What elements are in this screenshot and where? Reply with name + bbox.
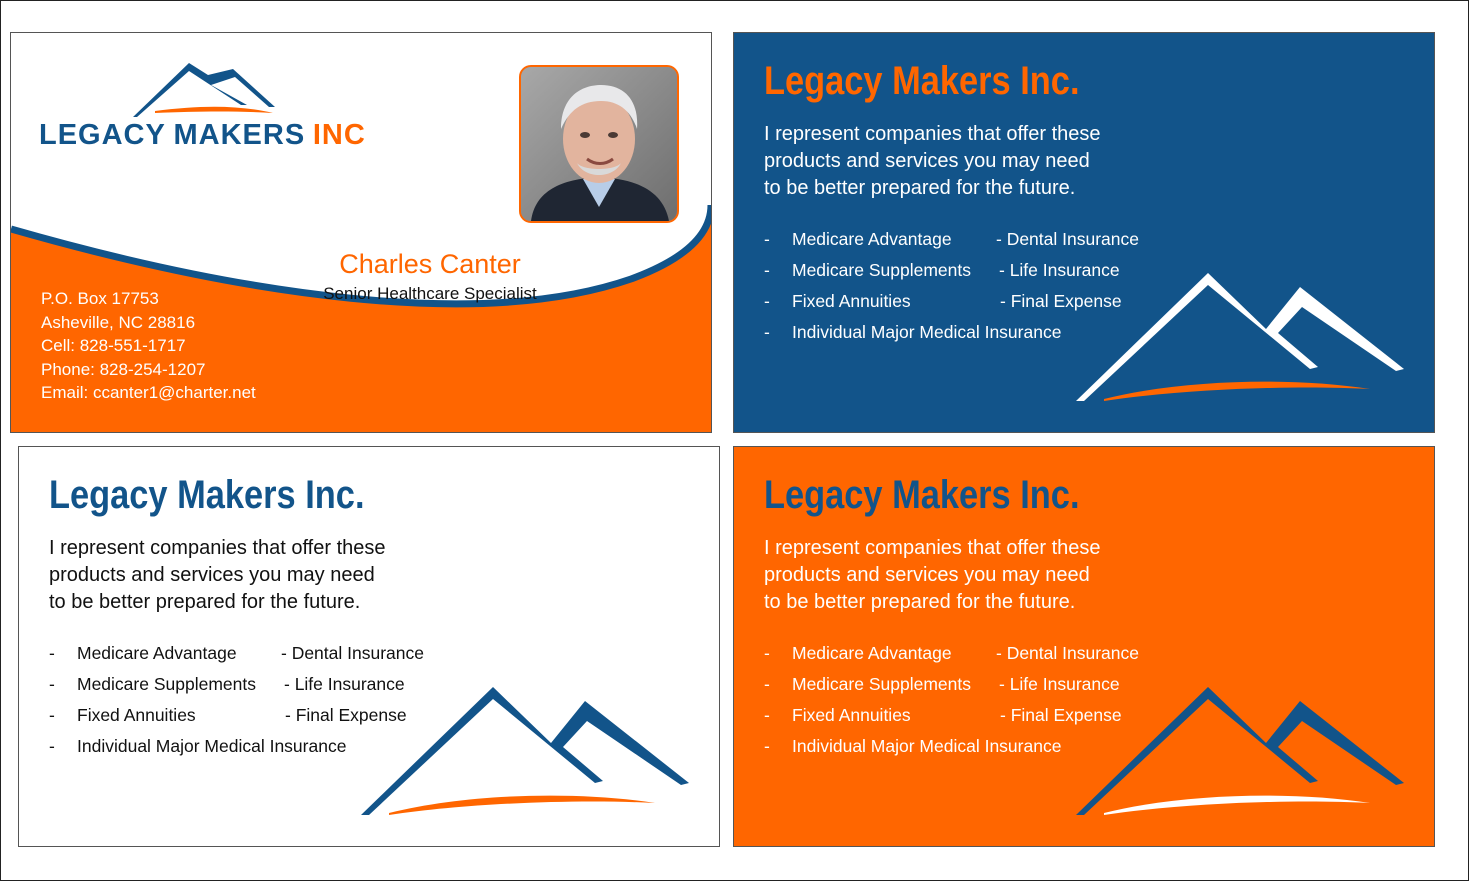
- person-name: Charles Canter: [339, 249, 521, 279]
- service-right: - Dental Insurance: [996, 643, 1139, 663]
- dash: -: [764, 674, 770, 694]
- service-left: Individual Major Medical Insurance: [77, 736, 347, 756]
- contact-phone: Phone: 828-254-1207: [41, 359, 206, 379]
- service-right: - Final Expense: [285, 705, 407, 725]
- service-left: Fixed Annuities: [792, 705, 911, 725]
- person-role: Senior Healthcare Specialist: [323, 284, 537, 303]
- service-right: - Life Insurance: [999, 260, 1120, 280]
- service-left: Medicare Supplements: [792, 260, 971, 280]
- service-left: Medicare Supplements: [77, 674, 256, 694]
- mountain-icon: [734, 447, 1434, 846]
- back-card-orange: [733, 446, 1435, 847]
- dash: -: [764, 643, 770, 663]
- contact-po-box: P.O. Box 17753: [41, 289, 159, 308]
- contact-block: [41, 287, 256, 405]
- back-card-blue: [733, 32, 1435, 433]
- contact-email: Email: ccanter1@charter.net: [41, 383, 256, 402]
- dash: -: [764, 322, 770, 342]
- card-title: Legacy Makers Inc.: [49, 473, 365, 517]
- service-left: Medicare Advantage: [792, 643, 952, 663]
- dash: -: [764, 291, 770, 311]
- service-left: Medicare Advantage: [77, 643, 237, 663]
- logo-wordmark: [39, 119, 366, 152]
- service-right: - Dental Insurance: [996, 229, 1139, 249]
- dash: -: [764, 705, 770, 725]
- service-right: - Dental Insurance: [281, 643, 424, 663]
- service-left: Fixed Annuities: [77, 705, 196, 725]
- dash: -: [764, 229, 770, 249]
- dash: -: [49, 643, 55, 663]
- dash: -: [49, 705, 55, 725]
- mountain-icon: [734, 33, 1434, 432]
- service-right: - Final Expense: [1000, 705, 1122, 725]
- mountain-icon: [19, 447, 719, 846]
- logo-word-inc: INC: [312, 119, 366, 151]
- dash: -: [49, 736, 55, 756]
- dash: -: [49, 674, 55, 694]
- front-card: [10, 32, 712, 433]
- portrait-image: [521, 67, 677, 221]
- dash: -: [764, 260, 770, 280]
- service-right: - Life Insurance: [999, 674, 1120, 694]
- service-left: Individual Major Medical Insurance: [792, 322, 1062, 342]
- dash: -: [764, 736, 770, 756]
- card-title: Legacy Makers Inc.: [764, 473, 1080, 517]
- service-right: - Final Expense: [1000, 291, 1122, 311]
- logo-word-legacy: LEGACY: [39, 119, 166, 151]
- back-card-white: [18, 446, 720, 847]
- logo-word-makers: MAKERS: [173, 119, 306, 151]
- intro-line-2: products and services you may need: [764, 564, 1090, 586]
- service-left: Medicare Advantage: [792, 229, 952, 249]
- contact-cell: Cell: 828-551-1717: [41, 336, 186, 355]
- service-right: - Life Insurance: [284, 674, 405, 694]
- intro-line-3: to be better prepared for the future.: [49, 591, 361, 613]
- intro-line-2: products and services you may need: [49, 564, 375, 586]
- portrait-photo: [519, 65, 679, 223]
- intro-line-1: I represent companies that offer these: [764, 123, 1101, 145]
- intro-line-2: products and services you may need: [764, 150, 1090, 172]
- intro-line-3: to be better prepared for the future.: [764, 591, 1076, 613]
- intro-line-1: I represent companies that offer these: [764, 537, 1101, 559]
- contact-city: Asheville, NC 28816: [41, 312, 196, 332]
- service-left: Individual Major Medical Insurance: [792, 736, 1062, 756]
- intro-line-1: I represent companies that offer these: [49, 537, 386, 559]
- service-left: Medicare Supplements: [792, 674, 971, 694]
- intro-line-3: to be better prepared for the future.: [764, 177, 1076, 199]
- service-left: Fixed Annuities: [792, 291, 911, 311]
- card-title: Legacy Makers Inc.: [764, 59, 1080, 103]
